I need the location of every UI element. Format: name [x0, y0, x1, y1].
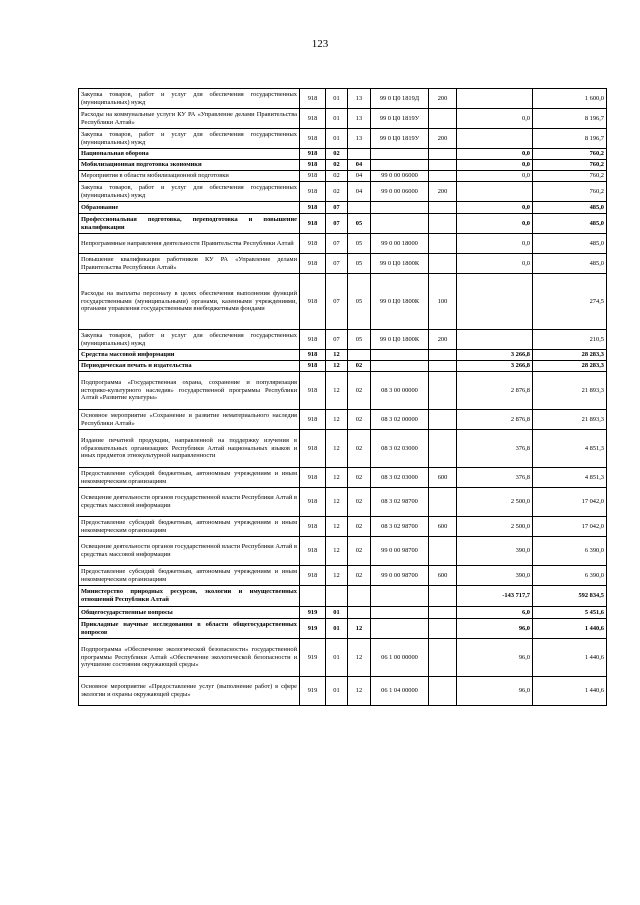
cell-pr: 05	[348, 234, 371, 254]
cell-vr	[429, 234, 457, 254]
cell-sum-2: 1 440,6	[533, 639, 607, 677]
cell-ved: 919	[300, 619, 326, 639]
cell-sum-1	[457, 182, 533, 202]
table-row	[79, 361, 607, 372]
cell-name: Периодическая печать и издательства	[79, 361, 300, 372]
cell-rz: 01	[326, 109, 348, 129]
cell-pr: 02	[348, 410, 371, 430]
cell-vr: 600	[429, 566, 457, 586]
cell-sum-2: 4 851,3	[533, 430, 607, 468]
cell-name: Средства массовой информации	[79, 350, 300, 361]
cell-ved: 918	[300, 361, 326, 372]
cell-rz: 02	[326, 160, 348, 171]
cell-pr: 05	[348, 330, 371, 350]
cell-pr	[348, 149, 371, 160]
table-row	[79, 372, 607, 410]
cell-csr: 99 0 00 98700	[371, 566, 429, 586]
cell-sum-1: 96,0	[457, 619, 533, 639]
cell-rz: 07	[326, 234, 348, 254]
cell-rz: 02	[326, 182, 348, 202]
cell-name: Предоставление субсидий бюджетным, автономным учреждениям и иным некоммерческим организациям	[79, 566, 300, 586]
cell-vr	[429, 607, 457, 619]
cell-sum-1	[457, 89, 533, 109]
cell-pr	[348, 607, 371, 619]
cell-sum-2: 4 851,3	[533, 468, 607, 488]
cell-vr	[429, 639, 457, 677]
cell-sum-1	[457, 330, 533, 350]
cell-csr: 99 0 00 06000	[371, 182, 429, 202]
cell-csr	[371, 214, 429, 234]
cell-sum-2: 1 440,6	[533, 677, 607, 706]
cell-name: Закупка товаров, работ и услуг для обеспечения государственных (муниципальных) нужд	[79, 182, 300, 202]
cell-rz: 12	[326, 372, 348, 410]
cell-pr: 05	[348, 254, 371, 274]
cell-vr: 600	[429, 468, 457, 488]
cell-rz: 12	[326, 468, 348, 488]
cell-vr	[429, 361, 457, 372]
cell-ved: 918	[300, 182, 326, 202]
cell-vr	[429, 488, 457, 517]
cell-sum-2: 485,0	[533, 202, 607, 214]
cell-sum-1: 96,0	[457, 639, 533, 677]
cell-pr: 04	[348, 171, 371, 182]
cell-name: Закупка товаров, работ и услуг для обеспечения государственных (муниципальных) нужд	[79, 330, 300, 350]
cell-pr: 12	[348, 677, 371, 706]
table-row	[79, 129, 607, 149]
cell-sum-2: 17 042,0	[533, 517, 607, 537]
cell-sum-1: 0,0	[457, 109, 533, 129]
cell-csr: 08 3 00 00000	[371, 372, 429, 410]
cell-ved: 919	[300, 677, 326, 706]
cell-ved: 918	[300, 89, 326, 109]
cell-sum-1	[457, 129, 533, 149]
table-row	[79, 537, 607, 566]
cell-vr: 200	[429, 129, 457, 149]
cell-pr	[348, 350, 371, 361]
cell-pr: 02	[348, 430, 371, 468]
cell-ved: 918	[300, 202, 326, 214]
cell-csr: 99 0 00 18000	[371, 234, 429, 254]
cell-csr	[371, 607, 429, 619]
table-row	[79, 488, 607, 517]
cell-sum-2: 760,2	[533, 160, 607, 171]
cell-sum-2: 28 283,3	[533, 350, 607, 361]
cell-vr	[429, 202, 457, 214]
cell-ved: 918	[300, 350, 326, 361]
cell-rz: 12	[326, 566, 348, 586]
table-row	[79, 171, 607, 182]
cell-ved: 918	[300, 274, 326, 330]
cell-pr: 13	[348, 109, 371, 129]
cell-name: Образование	[79, 202, 300, 214]
cell-name: Освещение деятельности органов государственной власти Республики Алтай в средствах массовой информации	[79, 488, 300, 517]
cell-vr	[429, 214, 457, 234]
cell-rz: 02	[326, 171, 348, 182]
cell-vr	[429, 149, 457, 160]
cell-ved: 919	[300, 607, 326, 619]
cell-name: Мобилизационная подготовка экономики	[79, 160, 300, 171]
cell-sum-2: 760,2	[533, 149, 607, 160]
cell-vr	[429, 586, 457, 607]
table-row	[79, 254, 607, 274]
cell-sum-2: 8 196,7	[533, 129, 607, 149]
table-row	[79, 274, 607, 330]
cell-sum-1: 2 500,0	[457, 488, 533, 517]
table-row	[79, 410, 607, 430]
cell-pr: 02	[348, 537, 371, 566]
cell-ved: 918	[300, 160, 326, 171]
table-row	[79, 566, 607, 586]
cell-vr	[429, 160, 457, 171]
cell-sum-2: 1 440,6	[533, 619, 607, 639]
table-row	[79, 234, 607, 254]
cell-pr: 02	[348, 517, 371, 537]
cell-pr: 04	[348, 160, 371, 171]
cell-csr: 06 1 04 00000	[371, 677, 429, 706]
cell-csr: 99 0 00 98700	[371, 537, 429, 566]
cell-name: Подпрограмма «Государственная охрана, сохранение и популяризация историко-культурного наследия» государственной программы Республики Алтай «Развитие культуры»	[79, 372, 300, 410]
cell-ved: 918	[300, 149, 326, 160]
cell-sum-1: 0,0	[457, 254, 533, 274]
cell-csr: 08 3 02 00000	[371, 410, 429, 430]
cell-sum-1: 0,0	[457, 214, 533, 234]
cell-pr: 12	[348, 639, 371, 677]
cell-csr: 99 0 Ц0 1819Д	[371, 89, 429, 109]
cell-csr	[371, 202, 429, 214]
cell-rz: 12	[326, 361, 348, 372]
cell-csr: 99 0 Ц0 1800К	[371, 254, 429, 274]
cell-name: Основное мероприятие «Сохранение и развитие нематериального наследия Республики Алтай»	[79, 410, 300, 430]
cell-sum-2: 760,2	[533, 171, 607, 182]
cell-pr: 02	[348, 361, 371, 372]
table-row	[79, 468, 607, 488]
cell-name: Подпрограмма «Обеспечение экологической безопасности» государственной программы Республики Алтай «Обеспечение экологической безопасности и улучшение состояния окружающей среды»	[79, 639, 300, 677]
cell-csr: 06 1 00 00000	[371, 639, 429, 677]
cell-csr: 99 0 Ц0 1800К	[371, 274, 429, 330]
cell-rz: 12	[326, 517, 348, 537]
cell-name: Министерство природных ресурсов, экологии и имущественных отношений Республики Алтай	[79, 586, 300, 607]
table-row	[79, 202, 607, 214]
cell-pr: 12	[348, 619, 371, 639]
cell-name: Национальная оборона	[79, 149, 300, 160]
table-row	[79, 214, 607, 234]
cell-csr: 99 0 00 06000	[371, 171, 429, 182]
cell-vr: 200	[429, 182, 457, 202]
cell-sum-2: 485,0	[533, 254, 607, 274]
cell-sum-1: 3 266,8	[457, 350, 533, 361]
page-number: 123	[311, 38, 329, 50]
cell-csr	[371, 619, 429, 639]
cell-vr	[429, 537, 457, 566]
cell-name: Освещение деятельности органов государственной власти Республики Алтай в средствах массовой информации	[79, 537, 300, 566]
cell-ved: 918	[300, 330, 326, 350]
table-row	[79, 677, 607, 706]
cell-rz: 02	[326, 149, 348, 160]
cell-rz: 01	[326, 619, 348, 639]
cell-pr: 02	[348, 566, 371, 586]
cell-name: Предоставление субсидий бюджетным, автономным учреждениям и иным некоммерческим организациям	[79, 517, 300, 537]
cell-name: Закупка товаров, работ и услуг для обеспечения государственных (муниципальных) нужд	[79, 129, 300, 149]
cell-sum-2: 592 834,5	[533, 586, 607, 607]
cell-ved: 918	[300, 430, 326, 468]
cell-ved: 918	[300, 254, 326, 274]
cell-name: Повышение квалификации работников КУ РА «Управление делами Правительства Республики Алтай»	[79, 254, 300, 274]
cell-csr: 08 3 02 98700	[371, 517, 429, 537]
cell-pr: 05	[348, 274, 371, 330]
cell-vr	[429, 677, 457, 706]
cell-vr	[429, 254, 457, 274]
cell-rz: 01	[326, 677, 348, 706]
cell-sum-2: 17 042,0	[533, 488, 607, 517]
table-row	[79, 149, 607, 160]
cell-csr: 99 0 Ц0 1800К	[371, 330, 429, 350]
table-row	[79, 607, 607, 619]
table-row	[79, 639, 607, 677]
table-row	[79, 89, 607, 109]
cell-ved: 918	[300, 517, 326, 537]
cell-ved: 918	[300, 566, 326, 586]
cell-sum-2: 8 196,7	[533, 109, 607, 129]
cell-name: Закупка товаров, работ и услуг для обеспечения государственных (муниципальных) нужд	[79, 89, 300, 109]
table-row	[79, 160, 607, 171]
cell-vr	[429, 171, 457, 182]
cell-rz: 12	[326, 410, 348, 430]
cell-sum-2: 21 893,3	[533, 372, 607, 410]
cell-csr: 08 3 02 03000	[371, 468, 429, 488]
cell-sum-2: 274,5	[533, 274, 607, 330]
table-row	[79, 586, 607, 607]
table-row	[79, 619, 607, 639]
cell-rz: 01	[326, 129, 348, 149]
table-row	[79, 182, 607, 202]
cell-name: Мероприятия в области мобилизационной подготовки	[79, 171, 300, 182]
cell-pr: 02	[348, 488, 371, 517]
cell-sum-2: 485,0	[533, 234, 607, 254]
cell-csr: 99 0 Ц0 1819У	[371, 109, 429, 129]
cell-ved: 918	[300, 171, 326, 182]
cell-sum-1: 6,0	[457, 607, 533, 619]
cell-vr	[429, 430, 457, 468]
cell-rz: 12	[326, 537, 348, 566]
cell-rz: 01	[326, 639, 348, 677]
cell-sum-1: 0,0	[457, 171, 533, 182]
table-row	[79, 430, 607, 468]
cell-rz: 12	[326, 488, 348, 517]
cell-vr	[429, 410, 457, 430]
cell-sum-2: 21 893,3	[533, 410, 607, 430]
cell-csr: 99 0 Ц0 1819У	[371, 129, 429, 149]
cell-vr: 600	[429, 517, 457, 537]
cell-sum-1: 390,0	[457, 566, 533, 586]
cell-name: Предоставление субсидий бюджетным, автономным учреждениям и иным некоммерческим организациям	[79, 468, 300, 488]
cell-rz: 01	[326, 607, 348, 619]
cell-csr: 08 3 02 98700	[371, 488, 429, 517]
cell-name: Профессиональная подготовка, переподготовка и повышение квалификации	[79, 214, 300, 234]
cell-rz: 07	[326, 254, 348, 274]
cell-sum-2: 6 390,0	[533, 537, 607, 566]
budget-table	[78, 88, 607, 706]
cell-sum-2: 28 283,3	[533, 361, 607, 372]
cell-name: Непрограммные направления деятельности Правительства Республики Алтай	[79, 234, 300, 254]
cell-ved: 918	[300, 410, 326, 430]
table-row	[79, 350, 607, 361]
cell-ved: 918	[300, 468, 326, 488]
cell-sum-1: 2 500,0	[457, 517, 533, 537]
cell-vr: 100	[429, 274, 457, 330]
cell-ved: 918	[300, 234, 326, 254]
cell-ved: 918	[300, 537, 326, 566]
cell-csr	[371, 350, 429, 361]
cell-csr	[371, 149, 429, 160]
cell-pr: 02	[348, 468, 371, 488]
cell-ved: 918	[300, 372, 326, 410]
cell-sum-1: 2 876,8	[457, 410, 533, 430]
cell-pr: 13	[348, 129, 371, 149]
cell-ved: 918	[300, 129, 326, 149]
cell-pr: 02	[348, 372, 371, 410]
table-row	[79, 517, 607, 537]
cell-csr	[371, 160, 429, 171]
cell-ved: 918	[300, 109, 326, 129]
cell-sum-1: 2 876,8	[457, 372, 533, 410]
cell-rz: 07	[326, 330, 348, 350]
cell-pr	[348, 202, 371, 214]
table-row	[79, 109, 607, 129]
cell-sum-2: 1 600,0	[533, 89, 607, 109]
cell-vr	[429, 619, 457, 639]
cell-sum-1: 0,0	[457, 234, 533, 254]
cell-ved: 919	[300, 639, 326, 677]
cell-sum-2: 6 390,0	[533, 566, 607, 586]
cell-csr	[371, 361, 429, 372]
cell-csr: 08 3 02 03000	[371, 430, 429, 468]
cell-vr: 200	[429, 330, 457, 350]
cell-sum-1: 376,8	[457, 468, 533, 488]
cell-name: Расходы на выплаты персоналу в целях обеспечения выполнения функций государственными (муниципальными) органами, казенными учреждениями, органами управления государственными внебюджетными фондами	[79, 274, 300, 330]
cell-rz: 07	[326, 214, 348, 234]
cell-sum-1	[457, 274, 533, 330]
cell-name: Прикладные научные исследования в области общегосударственных вопросов	[79, 619, 300, 639]
cell-sum-1: 96,0	[457, 677, 533, 706]
cell-pr: 04	[348, 182, 371, 202]
cell-sum-2: 5 451,6	[533, 607, 607, 619]
cell-name: Расходы на коммунальные услуги КУ РА «Управление делами Правительства Республики Алтай»	[79, 109, 300, 129]
cell-rz: 12	[326, 430, 348, 468]
cell-vr	[429, 109, 457, 129]
cell-rz: 07	[326, 274, 348, 330]
cell-sum-1: 0,0	[457, 202, 533, 214]
cell-sum-1: 3 266,8	[457, 361, 533, 372]
cell-sum-1: -143 717,7	[457, 586, 533, 607]
cell-sum-2: 485,0	[533, 214, 607, 234]
cell-pr: 05	[348, 214, 371, 234]
cell-rz: 07	[326, 202, 348, 214]
cell-vr	[429, 372, 457, 410]
cell-pr	[348, 586, 371, 607]
cell-ved: 918	[300, 488, 326, 517]
cell-rz: 12	[326, 350, 348, 361]
cell-sum-2: 760,2	[533, 182, 607, 202]
cell-ved: 918	[300, 214, 326, 234]
cell-sum-1: 390,0	[457, 537, 533, 566]
cell-pr: 13	[348, 89, 371, 109]
table-row	[79, 330, 607, 350]
cell-sum-1: 376,8	[457, 430, 533, 468]
cell-csr	[371, 586, 429, 607]
cell-name: Общегосударственные вопросы	[79, 607, 300, 619]
cell-rz: 01	[326, 89, 348, 109]
cell-name: Основное мероприятие «Предоставление услуг (выполнение работ) в сфере экологии и охраны окружающей среды»	[79, 677, 300, 706]
cell-sum-2: 210,5	[533, 330, 607, 350]
cell-sum-1: 0,0	[457, 149, 533, 160]
cell-sum-1: 0,0	[457, 160, 533, 171]
cell-vr	[429, 350, 457, 361]
cell-vr: 200	[429, 89, 457, 109]
cell-ved	[300, 586, 326, 607]
cell-name: Издание печатной продукции, направленной на поддержку изучения в образовательных организациях Республики Алтай национальных языков и иных предметов этнокультурной направленности	[79, 430, 300, 468]
cell-rz	[326, 586, 348, 607]
